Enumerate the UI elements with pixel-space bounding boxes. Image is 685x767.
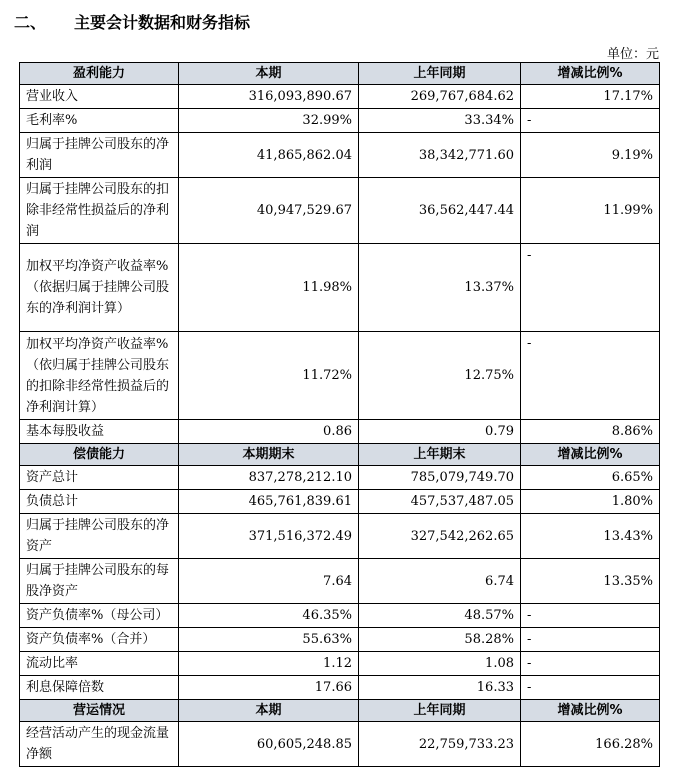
- previous-value: 58.28%: [359, 628, 521, 652]
- row-label: 资产总计: [20, 466, 179, 490]
- change-value: 11.99%: [521, 178, 660, 244]
- table-row: [20, 466, 660, 490]
- table-row: [20, 85, 660, 109]
- table-header-row: [20, 444, 660, 466]
- row-label: 归属于挂牌公司股东的净利润: [20, 133, 179, 178]
- change-value: -: [521, 676, 660, 700]
- header-cell-category: 偿债能力: [20, 444, 179, 466]
- table-row: [20, 676, 660, 700]
- previous-value: 269,767,684.62: [359, 85, 521, 109]
- table-row: [20, 178, 660, 244]
- current-value: 371,516,372.49: [179, 514, 359, 559]
- section-heading: [14, 10, 250, 33]
- table-row: [20, 514, 660, 559]
- change-value: 13.35%: [521, 559, 660, 604]
- change-value: -: [521, 628, 660, 652]
- change-value: 17.17%: [521, 85, 660, 109]
- current-value: 1.12: [179, 652, 359, 676]
- previous-value: 1.08: [359, 652, 521, 676]
- financial-indicators-table: [19, 62, 660, 767]
- previous-value: 48.57%: [359, 604, 521, 628]
- change-value: -: [521, 652, 660, 676]
- header-cell-change: 增减比例%: [521, 444, 660, 466]
- change-value: 6.65%: [521, 466, 660, 490]
- header-cell-previous: 上年同期: [359, 700, 521, 722]
- change-value: 8.86%: [521, 420, 660, 444]
- change-value: 9.19%: [521, 133, 660, 178]
- current-value: 11.72%: [179, 332, 359, 420]
- current-value: 837,278,212.10: [179, 466, 359, 490]
- row-label: 利息保障倍数: [20, 676, 179, 700]
- section-number: 二、: [14, 13, 47, 32]
- current-value: 17.66: [179, 676, 359, 700]
- header-cell-previous: 上年期末: [359, 444, 521, 466]
- previous-value: 6.74: [359, 559, 521, 604]
- row-label: 流动比率: [20, 652, 179, 676]
- previous-value: 0.79: [359, 420, 521, 444]
- current-value: 41,865,862.04: [179, 133, 359, 178]
- previous-value: 327,542,262.65: [359, 514, 521, 559]
- table-row: [20, 133, 660, 178]
- table-row: [20, 109, 660, 133]
- table-row: [20, 490, 660, 514]
- change-value: -: [521, 244, 660, 332]
- current-value: 55.63%: [179, 628, 359, 652]
- row-label: 加权平均净资产收益率%（依据归属于挂牌公司股东的净利润计算）: [20, 244, 179, 332]
- row-label: 资产负债率%（合并）: [20, 628, 179, 652]
- header-cell-change: 增减比例%: [521, 700, 660, 722]
- previous-value: 36,562,447.44: [359, 178, 521, 244]
- table-row: [20, 722, 660, 767]
- previous-value: 12.75%: [359, 332, 521, 420]
- row-label: 归属于挂牌公司股东的每股净资产: [20, 559, 179, 604]
- previous-value: 33.34%: [359, 109, 521, 133]
- header-cell-current: 本期: [179, 700, 359, 722]
- row-label: 经营活动产生的现金流量净额: [20, 722, 179, 767]
- row-label: 资产负债率%（母公司）: [20, 604, 179, 628]
- row-label: 归属于挂牌公司股东的扣除非经常性损益后的净利润: [20, 178, 179, 244]
- table-row: [20, 652, 660, 676]
- current-value: 46.35%: [179, 604, 359, 628]
- row-label: 归属于挂牌公司股东的净资产: [20, 514, 179, 559]
- current-value: 60,605,248.85: [179, 722, 359, 767]
- current-value: 465,761,839.61: [179, 490, 359, 514]
- current-value: 316,093,890.67: [179, 85, 359, 109]
- previous-value: 13.37%: [359, 244, 521, 332]
- current-value: 7.64: [179, 559, 359, 604]
- change-value: -: [521, 604, 660, 628]
- change-value: -: [521, 109, 660, 133]
- table-row: [20, 628, 660, 652]
- previous-value: 16.33: [359, 676, 521, 700]
- change-value: -: [521, 332, 660, 420]
- current-value: 0.86: [179, 420, 359, 444]
- table-row: [20, 559, 660, 604]
- current-value: 32.99%: [179, 109, 359, 133]
- current-value: 40,947,529.67: [179, 178, 359, 244]
- row-label: 毛利率%: [20, 109, 179, 133]
- unit-label: 单位：元: [606, 47, 659, 62]
- row-label: 加权平均净资产收益率%（依归属于挂牌公司股东的扣除非经常性损益后的净利润计算）: [20, 332, 179, 420]
- header-cell-current: 本期: [179, 63, 359, 85]
- change-value: 166.28%: [521, 722, 660, 767]
- current-value: 11.98%: [179, 244, 359, 332]
- header-cell-category: 盈利能力: [20, 63, 179, 85]
- table-row: [20, 604, 660, 628]
- header-cell-current: 本期期末: [179, 444, 359, 466]
- table-row: [20, 332, 660, 420]
- previous-value: 785,079,749.70: [359, 466, 521, 490]
- change-value: 13.43%: [521, 514, 660, 559]
- table-row: [20, 244, 660, 332]
- header-cell-change: 增减比例%: [521, 63, 660, 85]
- row-label: 基本每股收益: [20, 420, 179, 444]
- table-header-row: [20, 63, 660, 85]
- previous-value: 38,342,771.60: [359, 133, 521, 178]
- header-cell-category: 营运情况: [20, 700, 179, 722]
- row-label: 营业收入: [20, 85, 179, 109]
- section-title: 主要会计数据和财务指标: [74, 13, 251, 32]
- table-header-row: [20, 700, 660, 722]
- previous-value: 457,537,487.05: [359, 490, 521, 514]
- change-value: 1.80%: [521, 490, 660, 514]
- header-cell-previous: 上年同期: [359, 63, 521, 85]
- table-row: [20, 420, 660, 444]
- row-label: 负债总计: [20, 490, 179, 514]
- previous-value: 22,759,733.23: [359, 722, 521, 767]
